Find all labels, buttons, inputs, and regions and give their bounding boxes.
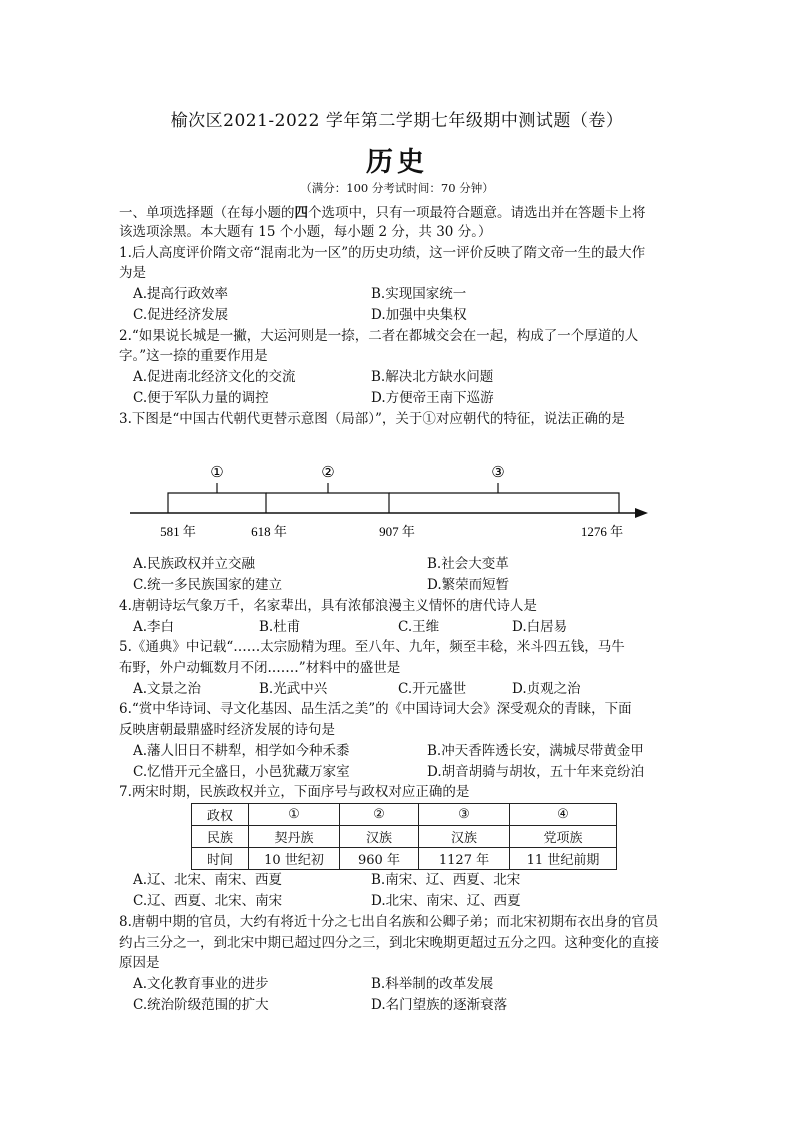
table-cell: 时间 <box>192 848 249 870</box>
timeline-year-907: 907 年 <box>379 524 415 539</box>
q6-stem-line1: 6.“赏中华诗词、寻文化基因、品生活之美”的《中国诗词大会》深受观众的青睐，下面 <box>119 701 632 717</box>
q3-option-b: B.社会大变革 <box>427 556 509 572</box>
q7-stem: 7.两宋时期，民族政权并立，下面序号与政权对应正确的是 <box>119 784 470 800</box>
table-cell: ③ <box>419 804 510 826</box>
q7-option-d: D.北宋、南宋、辽、西夏 <box>371 893 521 909</box>
subject-heading: 历史 <box>366 147 428 178</box>
q1-stem-line1: 1.后人高度评价隋文帝“混南北为一区”的历史功绩，这一评价反映了隋文帝一生的最大作 <box>119 245 646 261</box>
table-cell: ① <box>249 804 340 826</box>
table-cell: 民族 <box>192 826 249 848</box>
q2-option-a: A.促进南北经济文化的交流 <box>133 369 296 385</box>
q6-option-a: A.藩人旧日不耕犁，相学如今种禾黍 <box>133 743 350 759</box>
section1-instr-bold: 四 <box>294 205 308 221</box>
table-cell: 11 世纪前期 <box>510 848 617 870</box>
bracket-1 <box>168 493 266 513</box>
bracket-2 <box>266 493 389 513</box>
q2-option-d: D.方便帝王南下巡游 <box>371 390 494 406</box>
timeline-mark-1: ① <box>210 463 224 481</box>
q4-option-d: D.白居易 <box>512 619 568 635</box>
q8-option-b: B.科举制的改革发展 <box>371 976 494 992</box>
section1-instr-prefix: 一、单项选择题（在每小题的 <box>119 205 295 221</box>
table-cell: 汉族 <box>340 826 419 848</box>
q1-option-d: D.加强中央集权 <box>371 307 467 323</box>
table-row <box>192 848 617 870</box>
section1-instructions-line1 <box>119 203 646 223</box>
section1-instr-suffix: 个选项中，只有一项最符合题意。请选出并在答题卡上将 <box>308 205 646 221</box>
q4-option-b: B.杜甫 <box>259 619 301 635</box>
q6-option-c: C.忆惜开元全盛日，小邑犹藏万家室 <box>133 764 350 780</box>
q6-option-d: D.胡音胡骑与胡妆，五十年来竞纷泊 <box>427 764 645 780</box>
q3-option-c: C.统一多民族国家的建立 <box>133 577 283 593</box>
q5-option-b: B.光武中兴 <box>259 681 328 697</box>
table-cell: 政权 <box>192 804 249 826</box>
q5-option-c: C.开元盛世 <box>398 681 467 697</box>
table-cell: ② <box>340 804 419 826</box>
timeline-mark-3: ③ <box>491 463 505 481</box>
q8-option-c: C.统治阶级范围的扩大 <box>133 997 269 1013</box>
q3-option-d: D.繁荣而短暂 <box>427 577 510 593</box>
q1-option-b: B.实现国家统一 <box>371 286 467 302</box>
q6-option-b: B.冲天香阵透长安，满城尽带黄金甲 <box>427 743 644 759</box>
q8-option-d: D.名门望族的逐渐衰落 <box>371 997 508 1013</box>
q2-option-b: B.解决北方缺水问题 <box>371 369 494 385</box>
q8-stem-line2: 约占三分之一，到北宋中期已超过四分之三，到北宋晚期更超过五分之四。这种变化的直接 <box>119 935 659 951</box>
q7-option-b: B.南宋、辽、西夏、北宋 <box>371 872 521 888</box>
table-row <box>192 826 617 848</box>
score-info: （满分：100 分考试时间：70 分钟） <box>300 181 494 195</box>
q6-stem-line2: 反映唐朝最鼎盛时经济发展的诗句是 <box>119 722 335 738</box>
table-cell: 契丹族 <box>249 826 340 848</box>
q2-option-c: C.便于军队力量的调控 <box>133 390 269 406</box>
q8-stem-line3: 原因是 <box>119 955 160 971</box>
q4-option-c: C.王维 <box>398 619 440 635</box>
table-cell: 960 年 <box>340 848 419 870</box>
q8-option-a: A.文化教育事业的进步 <box>133 976 269 992</box>
table-cell: 1127 年 <box>419 848 510 870</box>
table-cell: 党项族 <box>510 826 617 848</box>
q5-option-d: D.贞观之治 <box>512 681 581 697</box>
bracket-3 <box>389 493 619 513</box>
q8-stem-line1: 8.唐朝中期的官员，大约有将近十分之七出自名族和公卿子弟；而北宋初期布衣出身的官员 <box>119 914 659 930</box>
table-cell: 10 世纪初 <box>249 848 340 870</box>
q1-stem-line2: 为是 <box>119 265 146 281</box>
section1-instructions-line2: 该选项涂黑。本大题有 15 个小题，每小题 2 分，共 30 分。） <box>119 224 492 240</box>
q1-option-a: A.提高行政效率 <box>133 286 229 302</box>
q3-stem: 3.下图是“中国古代朝代更替示意图（局部）”，关于①对应朝代的特征，说法正确的是 <box>119 411 625 427</box>
timeline-year-618: 618 年 <box>251 524 287 539</box>
timeline-arrow-icon <box>635 508 648 518</box>
timeline-year-1276: 1276 年 <box>580 524 624 539</box>
q7-option-c: C.辽、西夏、北宋、南宋 <box>133 893 283 909</box>
q5-stem-line2: 布野，外户动辄数月不闭.……”材料中的盛世是 <box>119 660 401 676</box>
q3-option-a: A.民族政权并立交融 <box>133 556 256 572</box>
dynasty-timeline <box>120 455 660 545</box>
q7-option-a: A.辽、北宋、南宋、西夏 <box>133 872 283 888</box>
table-cell: 汉族 <box>419 826 510 848</box>
table-row <box>192 804 617 826</box>
dynasty-table <box>191 803 617 870</box>
q5-option-a: A.文景之治 <box>133 681 202 697</box>
timeline-year-581: 581 年 <box>160 524 196 539</box>
q5-stem-line1: 5.《通典》中记载“……太宗励精为理。至八年、九年，频至丰稔，米斗四五钱，马牛 <box>119 639 625 655</box>
q1-option-c: C.促进经济发展 <box>133 307 229 323</box>
q4-option-a: A.李白 <box>133 619 175 635</box>
q4-stem: 4.唐朝诗坛气象万千，名家辈出，具有浓郁浪漫主义情怀的唐代诗人是 <box>119 598 537 614</box>
exam-title: 榆次区2021-2022 学年第二学期七年级期中测试题（卷） <box>170 111 624 131</box>
table-cell: ④ <box>510 804 617 826</box>
q2-stem-line2: 字。”这一捺的重要作用是 <box>119 348 268 364</box>
timeline-mark-2: ② <box>321 463 335 481</box>
q2-stem-line1: 2.“如果说长城是一撇，大运河则是一捺，二者在都城交会在一起，构成了一个厚道的人 <box>119 328 639 344</box>
